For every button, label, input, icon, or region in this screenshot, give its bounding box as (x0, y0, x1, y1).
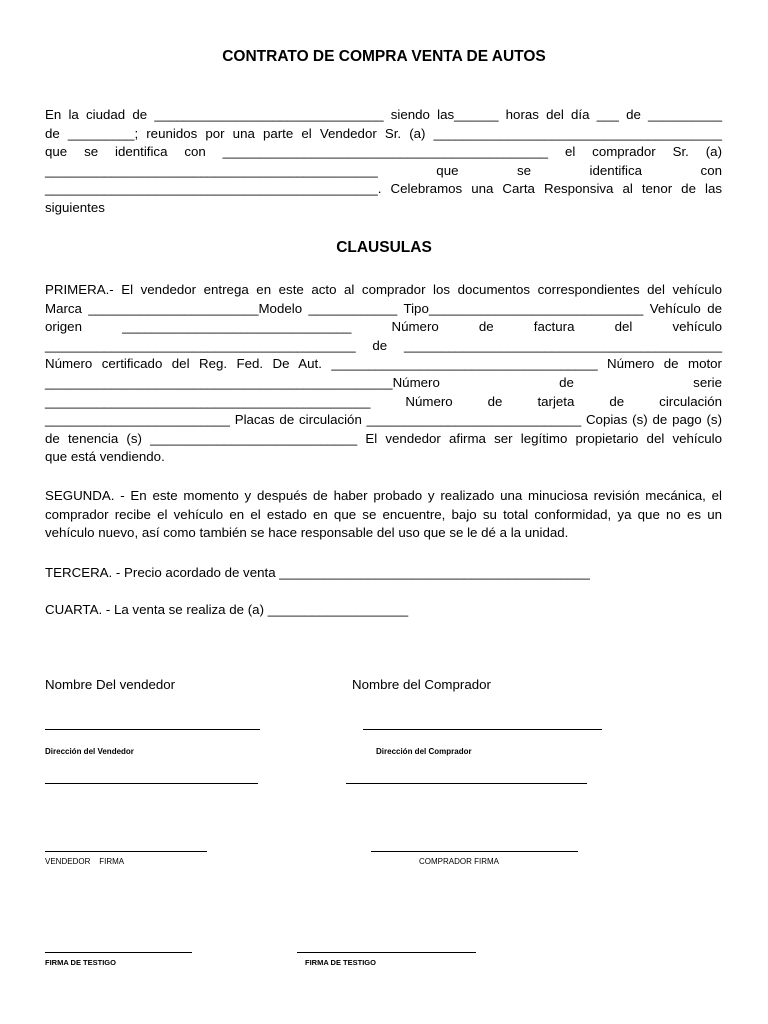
witness-2-label: FIRMA DE TESTIGO (305, 958, 376, 967)
intro-line: _____________________________________________ que se identifica con (45, 162, 722, 178)
clause-line: de tenencia (s) ____________________________ El vendedor afirma ser legítimo propietario del vehículo (45, 430, 722, 446)
clause-line: ____________________________________________ Número de tarjeta de circulación (45, 393, 722, 409)
intro-line: siguientes (45, 199, 105, 215)
seller-address-label: Dirección del Vendedor (45, 747, 134, 756)
clause-line: __________________________________________ de ___________________________________________ (45, 337, 722, 353)
seller-signature-line (45, 851, 207, 852)
clause-primera (45, 281, 722, 467)
witness-1-line (45, 952, 192, 953)
intro-line: de _________; reunidos por una parte el Vendedor Sr. (a) _______________________________________ (45, 125, 722, 141)
buyer-address-label: Dirección del Comprador (376, 747, 472, 756)
intro-line: que se identifica con ____________________________________________ el comprador Sr. (a) (45, 144, 722, 160)
clause-line: _______________________________________________Número de serie (45, 374, 722, 390)
buyer-signature-line (371, 851, 578, 852)
clause-line: comprador recibe el vehículo en el estado en que se encuentre, bajo su total conformidad, ya que no es un (45, 506, 722, 522)
clause-line: SEGUNDA. - En este momento y después de haber probado y realizado una minuciosa revisión mecánica, el (45, 488, 722, 503)
clause-segunda (45, 487, 722, 543)
clause-line: _________________________ Placas de circulación _____________________________ Copias (s) de pago (s) (45, 412, 722, 428)
buyer-name-line (363, 729, 602, 730)
clause-tercera: TERCERA. - Precio acordado de venta __________________________________________ (45, 565, 590, 580)
document-title: CONTRATO DE COMPRA VENTA DE AUTOS (222, 48, 546, 65)
clause-line: que está vendiendo. (45, 449, 165, 465)
clause-cuarta: CUARTA. - La venta se realiza de (a) ___________________ (45, 602, 409, 617)
witness-1-label: FIRMA DE TESTIGO (45, 958, 116, 967)
buyer-name-label: Nombre del Comprador (352, 677, 491, 692)
witness-2-line (297, 952, 476, 953)
seller-signature-label: VENDEDOR FIRMA (45, 857, 125, 866)
intro-line: _____________________________________________. Celebramos una Carta Responsiva al tenor de las (45, 181, 722, 197)
seller-name-label: Nombre Del vendedor (45, 677, 176, 692)
clause-line: Marca _______________________Modelo ____________ Tipo_____________________________ Vehículo de (45, 300, 722, 316)
buyer-signature-label: COMPRADOR FIRMA (419, 857, 499, 866)
clause-line: vehículo nuevo, así como también se hace responsable del uso que se le dé a la unidad. (45, 525, 569, 541)
clause-line: PRIMERA.- El vendedor entrega en este acto al comprador los documentos correspondientes del vehículo (45, 282, 722, 297)
clause-line: Número certificado del Reg. Fed. De Aut. ____________________________________ Número de motor (45, 356, 722, 372)
seller-name-line (45, 729, 260, 730)
intro-paragraph (45, 106, 722, 218)
seller-address-line (45, 783, 258, 784)
clause-line: origen _______________________________ Número de factura del vehículo (45, 319, 722, 335)
buyer-address-line (346, 783, 587, 784)
intro-line: En la ciudad de _______________________________ siendo las______ horas del día ___ de __________ (45, 107, 722, 122)
clauses-heading: CLAUSULAS (336, 239, 432, 256)
